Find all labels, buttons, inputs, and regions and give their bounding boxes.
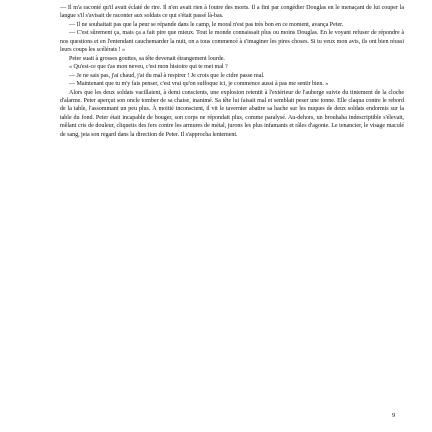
paragraph: — Il m'a raconté qu'il avait éclaté de rire. Il n'en avait rien à foutre des morts. Il a fini par congédier Douglas en le menaçant de lui couper la langue s'il s'avisait de raconter aux soldats ce qui s'était passé là-bas. [60,5,404,20]
text-column [60,4,404,139]
paragraph: « Qu'est-ce que t'as mon neveu, c'est mon histoire qui te met mal ? [69,64,228,71]
page-number: 9 [392,412,396,419]
paragraph: — Je ne sais pas, j'ai chaud, j'ai du mal à respirer ! Je crois que le cidre passe mal. [69,72,265,79]
paragraph: — Il ne souhaitait pas que la peur se répande dans le camp, le moral n'est pas très bon en ce moment, avança Peter. [69,21,344,28]
paragraph: Peter suait à grosses gouttes, sa tête devenait étrangement lourde. [69,55,225,62]
paragraph: — Maintenant que tu m'y fais penser, c'est vrai qu'on suffoque ici, je commence aussi à pas me sentir bien. » [69,81,329,88]
paragraph: — C'est sûrement ça, mais ça a fait pire que mieux. Tout le monde connaissait plus ou moins Douglas. En le voyant refuser de répondre à nos questions et en l'entendant cauchemarder la nuit, on a tous commencé à s'imaginer les pires choses. Si tu veux mon avis, ils ont bien réussi leurs coups les scélérats ! » [60,30,404,54]
paragraph: Alors que les deux soldats vacillaient, à demi conscients, une explosion retentit à l'extérieur de l'auberge suivie du tintement de la cloche d'alarme. Peter aperçut son oncle tomber de sa chaise, inanimé. Sa tête lui faisait mal et semblait peser une tonne. Elle claqua contre le rebord de la table, l'assommant un peu plus. À moitié inconscient, il vit le tavernier abattre sa hache sur les nuques de deux soldats endormis sur la table du fond. Peter était incapable de bouger, son corps ne répondait plus, comme paralysé. Au-dehors, un brouhaha indescriptible s'élevait, mêlant cris de douleur, cliquetis des fers contre les armures de métal, jurons les plus infamants et râles d'agonie. Le tenancier, le visage maculé de sang, jeta son regard dans la direction de Peter. Il s'approcha lentement. [60,89,404,138]
